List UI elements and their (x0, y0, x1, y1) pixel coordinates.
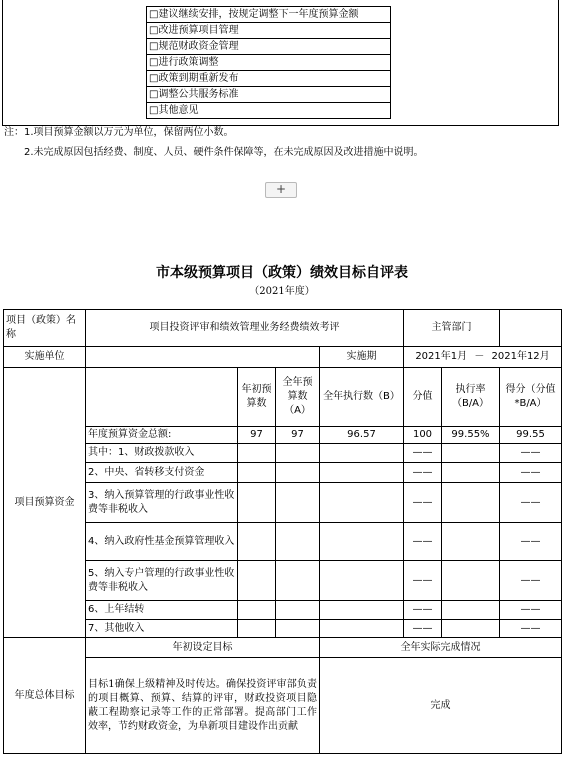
dept-label: 主管部门 (404, 310, 500, 347)
budget-row-annual (276, 444, 320, 463)
budget-row-score: —— (500, 561, 562, 601)
period-start: 2021年1月 (415, 351, 468, 362)
note-1: 注：1.项目预算金额以万元为单位，保留两位小数。 (4, 127, 234, 138)
budget-row-executed (320, 620, 404, 638)
goals-initial-header: 年初设定目标 (86, 638, 320, 658)
budget-row-rate (442, 601, 500, 620)
budget-row-rate (442, 444, 500, 463)
col-exec-rate: 执行率（B/A） (442, 368, 500, 427)
budget-row-score: 99.55 (500, 427, 562, 444)
budget-row-label: 6、上年结转 (86, 601, 238, 620)
budget-row-annual (276, 601, 320, 620)
option-renew-budget[interactable]: □建议继续安排，按规定调整下一年度预算金额 (147, 7, 391, 23)
budget-row-executed (320, 483, 404, 523)
budget-row-label: 4、纳入政府性基金预算管理收入 (86, 523, 238, 561)
budget-row-rate (442, 620, 500, 638)
budget-row-initial (238, 523, 276, 561)
options-list (146, 6, 391, 119)
budget-row-score: —— (500, 620, 562, 638)
budget-row-rate (442, 523, 500, 561)
budget-row-label: 2、中央、省转移支付资金 (86, 463, 238, 483)
budget-row-executed (320, 444, 404, 463)
budget-row-initial (238, 561, 276, 601)
budget-row-score-value: —— (404, 620, 442, 638)
option-service-standard[interactable]: □调整公共服务标准 (147, 87, 391, 103)
budget-row-score-value: —— (404, 601, 442, 620)
budget-row-initial: 97 (238, 427, 276, 444)
budget-row-annual (276, 620, 320, 638)
add-button[interactable]: + (265, 182, 297, 198)
budget-row-score-value: —— (404, 463, 442, 483)
impl-unit-label: 实施单位 (4, 347, 86, 368)
option-policy-adjust[interactable]: □进行政策调整 (147, 55, 391, 71)
budget-row-rate (442, 561, 500, 601)
goals-initial-text: 目标1确保上级精神及时传达。确保投资评审部负责的项目概算、预算、结算的评审，财政投资项目隐蔽工程勘察记录等工作的正常部署。提高部门工作效率，节约财政资金，为阜新项目建设作出贡献 (86, 658, 320, 754)
budget-row-score: —— (500, 483, 562, 523)
col-annual-budget: 全年预算数（A） (276, 368, 320, 427)
impl-unit-value (86, 347, 320, 368)
note-2: 2.未完成原因包括经费、制度、人员、硬件条件保障等，在未完成原因及改进措施中说明。 (24, 147, 424, 158)
budget-row-initial (238, 483, 276, 523)
budget-row-label: 3、纳入预算管理的行政事业性收费等非税收入 (86, 483, 238, 523)
period-label: 实施期 (320, 347, 404, 368)
project-name-value: 项目投资评审和绩效管理业务经费绩效考评 (86, 310, 404, 347)
budget-row-executed (320, 463, 404, 483)
dept-value (500, 310, 562, 347)
project-name-label: 项目（政策）名称 (4, 310, 86, 347)
col-score: 得分（分值*B/A） (500, 368, 562, 427)
budget-row-annual (276, 523, 320, 561)
budget-row-executed (320, 523, 404, 561)
period-sep: － (474, 351, 485, 362)
option-improve-project[interactable]: □改进预算项目管理 (147, 23, 391, 39)
budget-row-rate (442, 483, 500, 523)
budget-row-score: —— (500, 463, 562, 483)
budget-section-label: 项目预算资金 (4, 368, 86, 638)
goals-actual-header: 全年实际完成情况 (320, 638, 562, 658)
col-score-value: 分值 (404, 368, 442, 427)
budget-row-executed: 96.57 (320, 427, 404, 444)
period-value (404, 347, 562, 368)
budget-row-rate (442, 463, 500, 483)
budget-row-annual: 97 (276, 427, 320, 444)
budget-row-score-value: —— (404, 483, 442, 523)
col-initial-budget: 年初预算数 (238, 368, 276, 427)
budget-row-initial (238, 444, 276, 463)
page-subtitle: （2021年度） (249, 286, 315, 297)
budget-row-score: —— (500, 444, 562, 463)
budget-row-rate: 99.55% (442, 427, 500, 444)
budget-row-label: 7、其他收入 (86, 620, 238, 638)
left-border-line (2, 0, 3, 126)
budget-row-score-value: —— (404, 561, 442, 601)
goals-actual-text: 完成 (320, 658, 562, 754)
budget-row-label: 其中：1、财政拨款收入 (86, 444, 238, 463)
col-annual-executed: 全年执行数（B） (320, 368, 404, 427)
budget-row-score: —— (500, 601, 562, 620)
period-end: 2021年12月 (491, 351, 550, 362)
budget-row-score-value: —— (404, 523, 442, 561)
budget-row-score-value: 100 (404, 427, 442, 444)
goals-section-label: 年度总体目标 (4, 638, 86, 754)
option-other[interactable]: □其他意见 (147, 103, 391, 119)
budget-row-annual (276, 561, 320, 601)
budget-row-annual (276, 483, 320, 523)
page-title: 市本级预算项目（政策）绩效目标自评表 (156, 265, 408, 281)
budget-row-initial (238, 620, 276, 638)
budget-row-label: 年度预算资金总额: (86, 427, 238, 444)
right-border-line (558, 0, 559, 126)
evaluation-table (3, 309, 562, 754)
budget-row-executed (320, 561, 404, 601)
budget-header-blank (86, 368, 238, 427)
budget-row-initial (238, 601, 276, 620)
budget-row-executed (320, 601, 404, 620)
budget-row-score-value: —— (404, 444, 442, 463)
budget-row-initial (238, 463, 276, 483)
budget-row-annual (276, 463, 320, 483)
option-standardize-funds[interactable]: □规范财政资金管理 (147, 39, 391, 55)
budget-row-score: —— (500, 523, 562, 561)
option-policy-reissue[interactable]: □政策到期重新发布 (147, 71, 391, 87)
budget-row-label: 5、纳入专户管理的行政事业性收费等非税收入 (86, 561, 238, 601)
